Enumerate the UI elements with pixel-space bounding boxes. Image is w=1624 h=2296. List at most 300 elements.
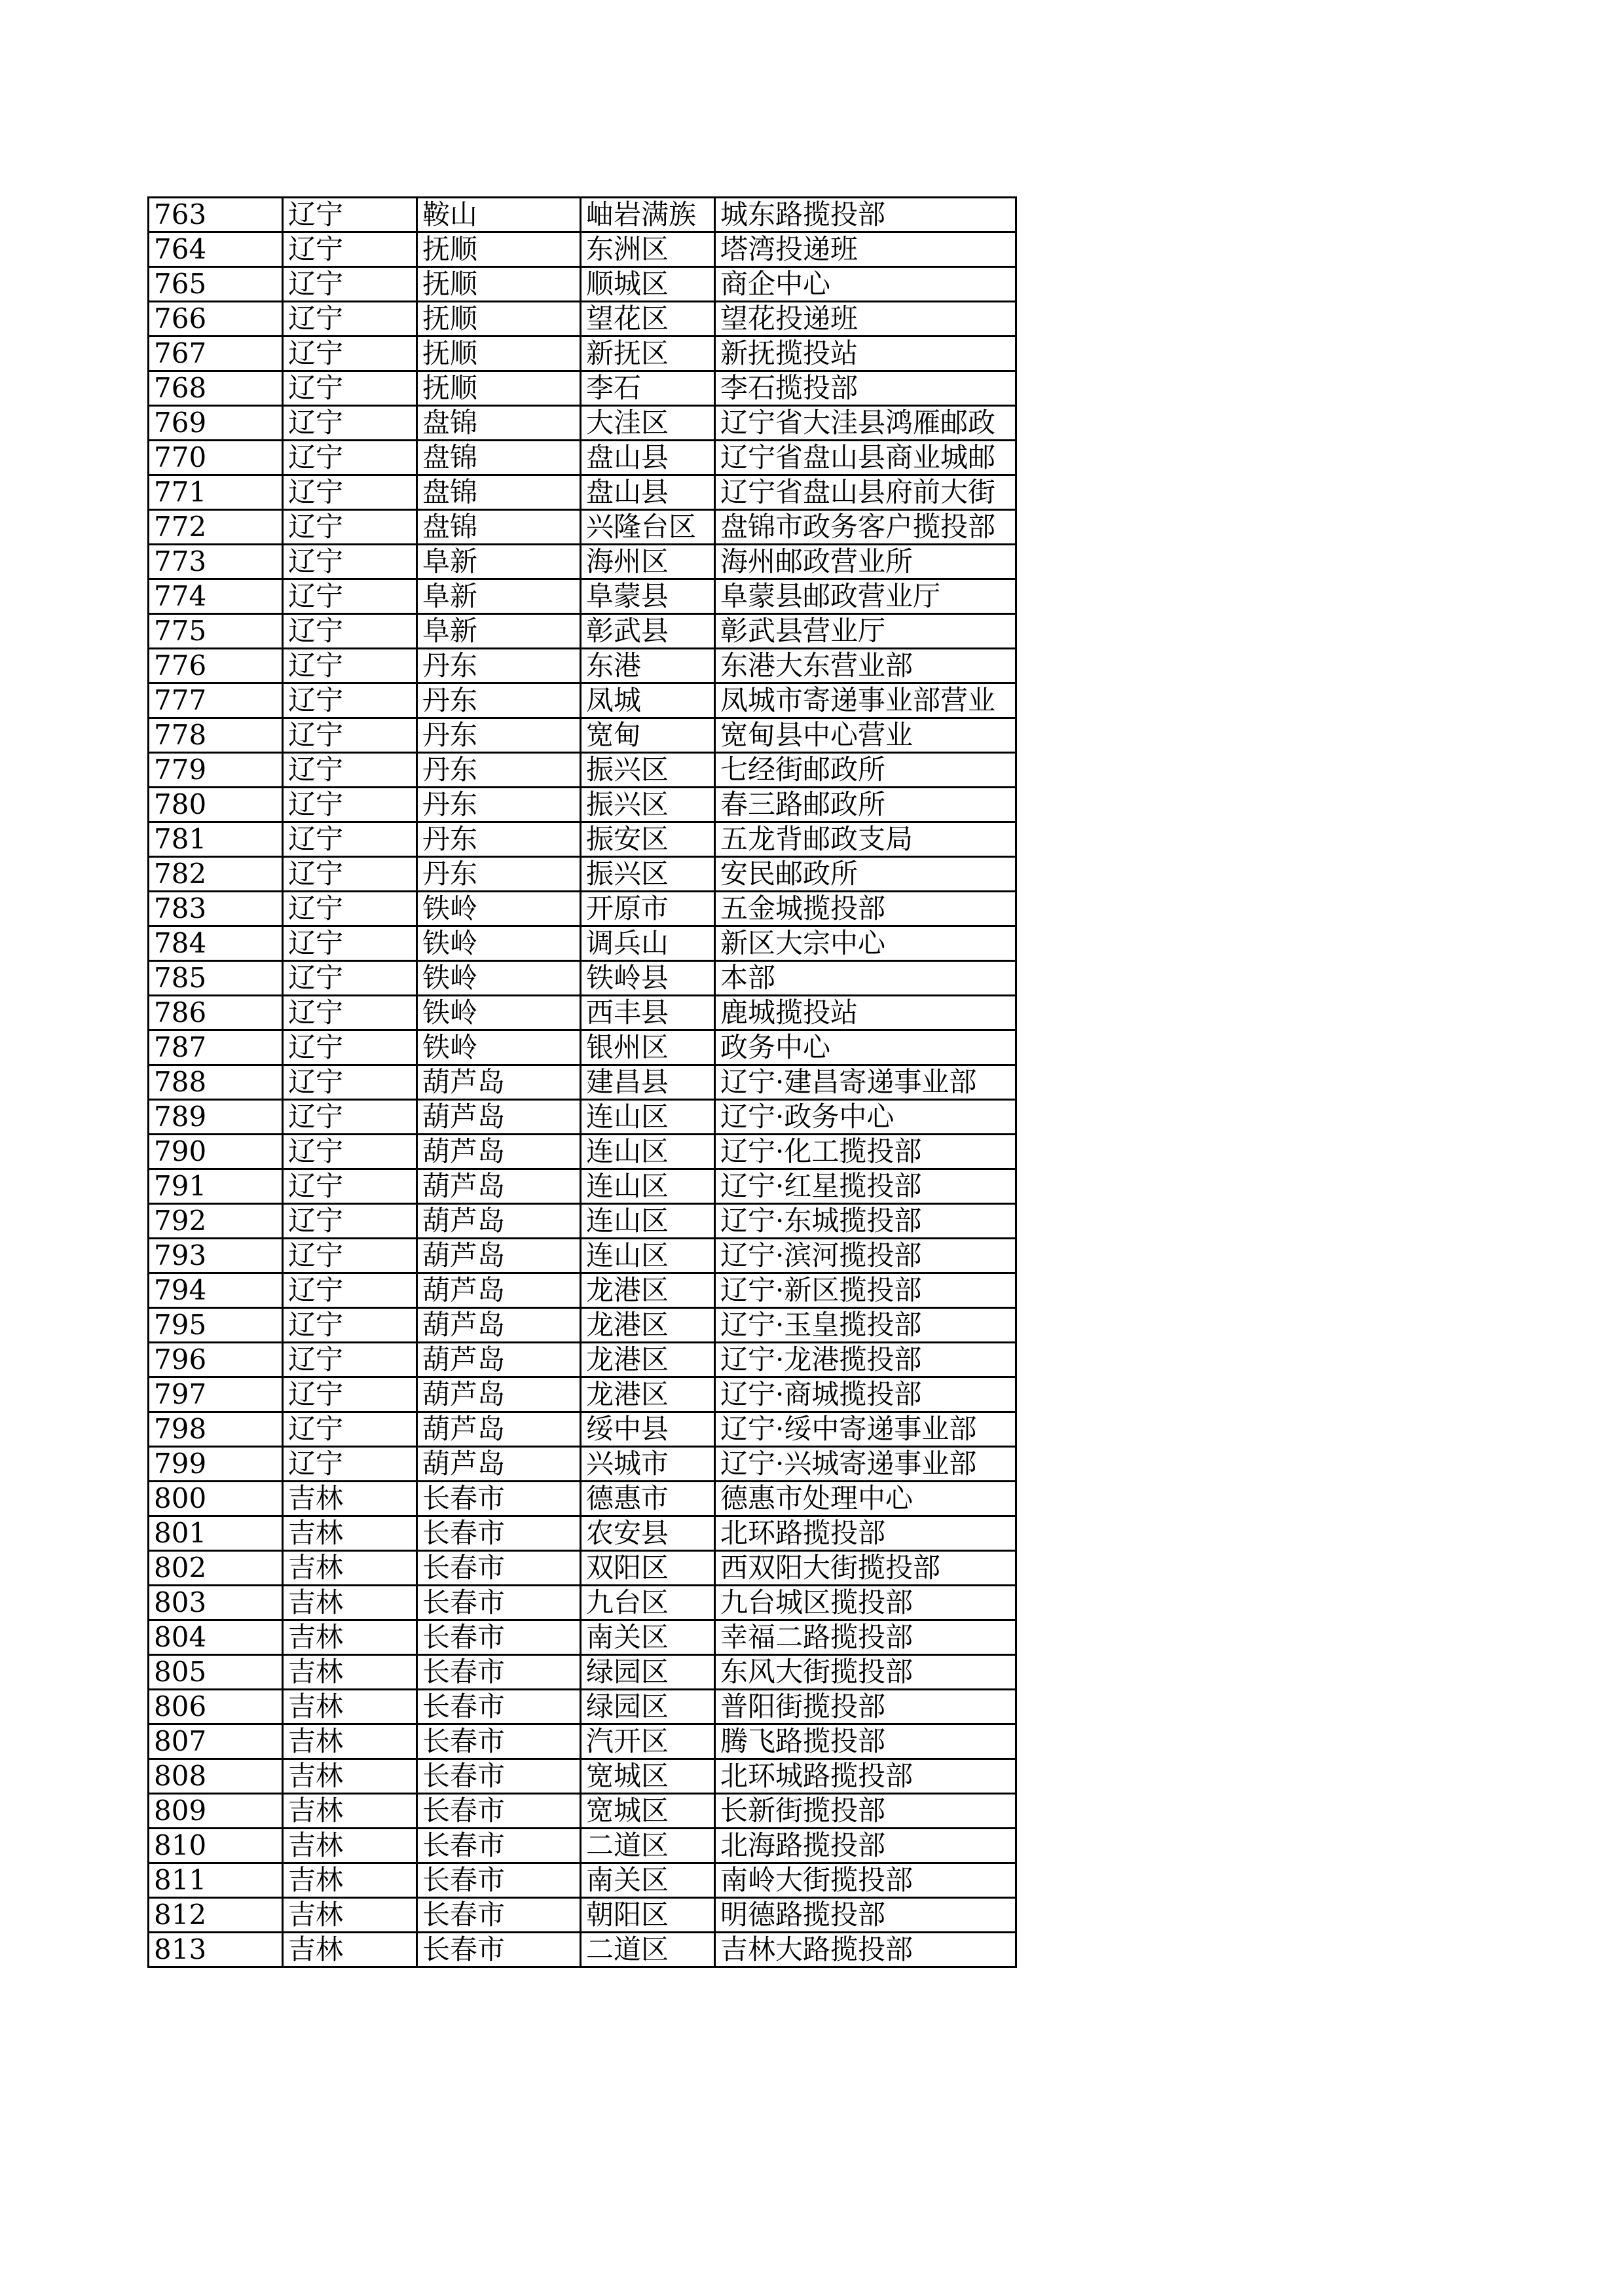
city-cell: 长春市 [417,1620,581,1655]
row-number-cell: 806 [149,1690,283,1724]
row-number-cell: 802 [149,1551,283,1586]
province-cell: 吉林 [283,1620,417,1655]
outlet-name-cell: 东风大街揽投部 [715,1655,1016,1690]
table-body [149,198,1016,1967]
outlet-name-cell: 盘锦市政务客户揽投部 [715,510,1016,545]
row-number-cell: 795 [149,1308,283,1343]
outlet-name-cell: 南岭大街揽投部 [715,1863,1016,1898]
district-cell: 凤城 [581,683,715,718]
table-row [149,302,1016,337]
province-cell: 辽宁 [283,996,417,1030]
table-row [149,1933,1016,1967]
row-number-cell: 809 [149,1794,283,1829]
row-number-cell: 796 [149,1343,283,1377]
table-row [149,1863,1016,1898]
province-cell: 吉林 [283,1482,417,1516]
city-cell: 葫芦岛 [417,1169,581,1204]
province-cell: 辽宁 [283,1377,417,1412]
table-row [149,892,1016,926]
city-cell: 长春市 [417,1516,581,1551]
district-cell: 连山区 [581,1135,715,1169]
table-row [149,1377,1016,1412]
row-number-cell: 772 [149,510,283,545]
row-number-cell: 788 [149,1065,283,1100]
district-cell: 连山区 [581,1169,715,1204]
district-cell: 二道区 [581,1829,715,1863]
outlet-name-cell: 辽宁·玉皇揽投部 [715,1308,1016,1343]
province-cell: 吉林 [283,1516,417,1551]
outlet-name-cell: 吉林大路揽投部 [715,1933,1016,1967]
table-row [149,475,1016,510]
province-cell: 辽宁 [283,1447,417,1482]
district-cell: 望花区 [581,302,715,337]
city-cell: 葫芦岛 [417,1204,581,1239]
row-number-cell: 792 [149,1204,283,1239]
province-cell: 辽宁 [283,1343,417,1377]
province-cell: 辽宁 [283,649,417,683]
table-row [149,1690,1016,1724]
table-row [149,1030,1016,1065]
outlet-name-cell: 商企中心 [715,267,1016,302]
city-cell: 长春市 [417,1794,581,1829]
province-cell: 吉林 [283,1586,417,1620]
district-cell: 南关区 [581,1620,715,1655]
city-cell: 葫芦岛 [417,1239,581,1273]
row-number-cell: 771 [149,475,283,510]
province-cell: 辽宁 [283,1030,417,1065]
table-row [149,683,1016,718]
district-cell: 海州区 [581,545,715,579]
table-row [149,926,1016,961]
province-cell: 吉林 [283,1724,417,1759]
row-number-cell: 774 [149,579,283,614]
district-cell: 建昌县 [581,1065,715,1100]
outlet-name-cell: 新区大宗中心 [715,926,1016,961]
table-row [149,1239,1016,1273]
table-row [149,1898,1016,1933]
province-cell: 辽宁 [283,579,417,614]
province-cell: 辽宁 [283,788,417,822]
city-cell: 葫芦岛 [417,1343,581,1377]
row-number-cell: 811 [149,1863,283,1898]
district-cell: 大洼区 [581,406,715,441]
district-cell: 阜蒙县 [581,579,715,614]
table-row [149,857,1016,892]
district-cell: 振兴区 [581,753,715,788]
city-cell: 葫芦岛 [417,1065,581,1100]
table-row [149,1412,1016,1447]
province-cell: 吉林 [283,1794,417,1829]
district-cell: 绿园区 [581,1655,715,1690]
province-cell: 辽宁 [283,441,417,475]
province-cell: 吉林 [283,1898,417,1933]
city-cell: 盘锦 [417,441,581,475]
province-cell: 辽宁 [283,753,417,788]
city-cell: 抚顺 [417,267,581,302]
row-number-cell: 784 [149,926,283,961]
row-number-cell: 786 [149,996,283,1030]
district-cell: 宽城区 [581,1794,715,1829]
row-number-cell: 778 [149,718,283,753]
city-cell: 长春市 [417,1655,581,1690]
district-cell: 双阳区 [581,1551,715,1586]
row-number-cell: 777 [149,683,283,718]
district-cell: 铁岭县 [581,961,715,996]
table-row [149,1135,1016,1169]
outlet-name-cell: 辽宁·政务中心 [715,1100,1016,1135]
row-number-cell: 808 [149,1759,283,1794]
district-cell: 顺城区 [581,267,715,302]
table-row [149,1447,1016,1482]
row-number-cell: 810 [149,1829,283,1863]
city-cell: 鞍山 [417,198,581,232]
city-cell: 长春市 [417,1898,581,1933]
district-cell: 龙港区 [581,1377,715,1412]
outlet-name-cell: 政务中心 [715,1030,1016,1065]
row-number-cell: 789 [149,1100,283,1135]
district-cell: 兴隆台区 [581,510,715,545]
outlet-name-cell: 腾飞路揽投部 [715,1724,1016,1759]
district-cell: 龙港区 [581,1343,715,1377]
province-cell: 辽宁 [283,718,417,753]
city-cell: 丹东 [417,788,581,822]
outlet-name-cell: 长新街揽投部 [715,1794,1016,1829]
district-cell: 李石 [581,371,715,406]
city-cell: 盘锦 [417,510,581,545]
district-cell: 连山区 [581,1204,715,1239]
district-cell: 盘山县 [581,441,715,475]
city-cell: 长春市 [417,1724,581,1759]
table-row [149,1724,1016,1759]
table-row [149,1204,1016,1239]
district-cell: 振兴区 [581,857,715,892]
table-row [149,822,1016,857]
outlet-name-cell: 明德路揽投部 [715,1898,1016,1933]
row-number-cell: 807 [149,1724,283,1759]
outlet-name-cell: 七经街邮政所 [715,753,1016,788]
table-row [149,1169,1016,1204]
outlet-name-cell: 阜蒙县邮政营业厅 [715,579,1016,614]
city-cell: 丹东 [417,753,581,788]
row-number-cell: 776 [149,649,283,683]
row-number-cell: 766 [149,302,283,337]
row-number-cell: 812 [149,1898,283,1933]
city-cell: 抚顺 [417,232,581,267]
row-number-cell: 785 [149,961,283,996]
table-row [149,406,1016,441]
city-cell: 盘锦 [417,406,581,441]
data-table [147,196,1017,1968]
table-row [149,1065,1016,1100]
outlet-name-cell: 北海路揽投部 [715,1829,1016,1863]
row-number-cell: 763 [149,198,283,232]
city-cell: 铁岭 [417,996,581,1030]
outlet-name-cell: 辽宁·绥中寄递事业部 [715,1412,1016,1447]
province-cell: 辽宁 [283,510,417,545]
outlet-name-cell: 北环路揽投部 [715,1516,1016,1551]
city-cell: 铁岭 [417,892,581,926]
row-number-cell: 799 [149,1447,283,1482]
district-cell: 新抚区 [581,337,715,371]
table-row [149,788,1016,822]
province-cell: 辽宁 [283,1273,417,1308]
row-number-cell: 780 [149,788,283,822]
district-cell: 九台区 [581,1586,715,1620]
province-cell: 辽宁 [283,1204,417,1239]
city-cell: 抚顺 [417,337,581,371]
city-cell: 丹东 [417,683,581,718]
province-cell: 辽宁 [283,1135,417,1169]
table-row [149,1551,1016,1586]
outlet-name-cell: 辽宁·滨河揽投部 [715,1239,1016,1273]
district-cell: 德惠市 [581,1482,715,1516]
city-cell: 丹东 [417,718,581,753]
table-row [149,441,1016,475]
city-cell: 长春市 [417,1586,581,1620]
district-cell: 银州区 [581,1030,715,1065]
table-row [149,718,1016,753]
city-cell: 葫芦岛 [417,1273,581,1308]
district-cell: 农安县 [581,1516,715,1551]
city-cell: 长春市 [417,1551,581,1586]
province-cell: 辽宁 [283,337,417,371]
row-number-cell: 783 [149,892,283,926]
district-cell: 盘山县 [581,475,715,510]
district-cell: 兴城市 [581,1447,715,1482]
outlet-name-cell: 五金城揽投部 [715,892,1016,926]
table-row [149,1829,1016,1863]
district-cell: 连山区 [581,1100,715,1135]
table-row [149,1516,1016,1551]
province-cell: 辽宁 [283,475,417,510]
district-cell: 南关区 [581,1863,715,1898]
province-cell: 吉林 [283,1829,417,1863]
outlet-name-cell: 辽宁·红星揽投部 [715,1169,1016,1204]
province-cell: 辽宁 [283,545,417,579]
province-cell: 辽宁 [283,892,417,926]
outlet-name-cell: 安民邮政所 [715,857,1016,892]
outlet-name-cell: 西双阳大街揽投部 [715,1551,1016,1586]
row-number-cell: 768 [149,371,283,406]
city-cell: 阜新 [417,614,581,649]
city-cell: 阜新 [417,579,581,614]
table-row [149,961,1016,996]
row-number-cell: 770 [149,441,283,475]
table-row [149,510,1016,545]
city-cell: 长春市 [417,1759,581,1794]
table-row [149,545,1016,579]
province-cell: 吉林 [283,1863,417,1898]
province-cell: 辽宁 [283,961,417,996]
table-row [149,1620,1016,1655]
province-cell: 辽宁 [283,1239,417,1273]
province-cell: 辽宁 [283,614,417,649]
row-number-cell: 790 [149,1135,283,1169]
city-cell: 葫芦岛 [417,1100,581,1135]
row-number-cell: 773 [149,545,283,579]
row-number-cell: 764 [149,232,283,267]
province-cell: 吉林 [283,1759,417,1794]
row-number-cell: 813 [149,1933,283,1967]
table-row [149,753,1016,788]
province-cell: 辽宁 [283,926,417,961]
city-cell: 葫芦岛 [417,1308,581,1343]
district-cell: 彰武县 [581,614,715,649]
city-cell: 丹东 [417,649,581,683]
province-cell: 吉林 [283,1933,417,1967]
table-row [149,996,1016,1030]
row-number-cell: 801 [149,1516,283,1551]
district-cell: 连山区 [581,1239,715,1273]
outlet-name-cell: 幸福二路揽投部 [715,1620,1016,1655]
outlet-name-cell: 李石揽投部 [715,371,1016,406]
table-row [149,1794,1016,1829]
table-row [149,1759,1016,1794]
table-row [149,614,1016,649]
province-cell: 辽宁 [283,232,417,267]
district-cell: 龙港区 [581,1273,715,1308]
row-number-cell: 767 [149,337,283,371]
outlet-name-cell: 海州邮政营业所 [715,545,1016,579]
outlet-name-cell: 辽宁省盘山县商业城邮 [715,441,1016,475]
table-row [149,267,1016,302]
district-cell: 绥中县 [581,1412,715,1447]
table-row [149,337,1016,371]
row-number-cell: 782 [149,857,283,892]
province-cell: 辽宁 [283,406,417,441]
outlet-name-cell: 宽甸县中心营业 [715,718,1016,753]
outlet-name-cell: 辽宁·东城揽投部 [715,1204,1016,1239]
city-cell: 长春市 [417,1933,581,1967]
outlet-name-cell: 辽宁·龙港揽投部 [715,1343,1016,1377]
city-cell: 铁岭 [417,1030,581,1065]
outlet-name-cell: 辽宁·新区揽投部 [715,1273,1016,1308]
district-cell: 东洲区 [581,232,715,267]
city-cell: 长春市 [417,1863,581,1898]
outlet-name-cell: 五龙背邮政支局 [715,822,1016,857]
city-cell: 抚顺 [417,302,581,337]
row-number-cell: 805 [149,1655,283,1690]
district-cell: 振兴区 [581,788,715,822]
city-cell: 铁岭 [417,926,581,961]
outlet-name-cell: 辽宁省大洼县鸿雁邮政 [715,406,1016,441]
outlet-name-cell: 本部 [715,961,1016,996]
outlet-name-cell: 辽宁省盘山县府前大街 [715,475,1016,510]
city-cell: 长春市 [417,1690,581,1724]
row-number-cell: 769 [149,406,283,441]
province-cell: 辽宁 [283,1065,417,1100]
district-cell: 龙港区 [581,1308,715,1343]
city-cell: 葫芦岛 [417,1135,581,1169]
province-cell: 辽宁 [283,267,417,302]
row-number-cell: 781 [149,822,283,857]
district-cell: 宽甸 [581,718,715,753]
city-cell: 葫芦岛 [417,1412,581,1447]
outlet-name-cell: 德惠市处理中心 [715,1482,1016,1516]
table-row [149,371,1016,406]
outlet-name-cell: 九台城区揽投部 [715,1586,1016,1620]
city-cell: 抚顺 [417,371,581,406]
district-cell: 西丰县 [581,996,715,1030]
table-row [149,1343,1016,1377]
outlet-name-cell: 望花投递班 [715,302,1016,337]
outlet-name-cell: 北环城路揽投部 [715,1759,1016,1794]
province-cell: 吉林 [283,1690,417,1724]
row-number-cell: 775 [149,614,283,649]
outlet-name-cell: 普阳街揽投部 [715,1690,1016,1724]
table-row [149,198,1016,232]
table-row [149,1586,1016,1620]
outlet-name-cell: 新抚揽投站 [715,337,1016,371]
row-number-cell: 791 [149,1169,283,1204]
outlet-name-cell: 凤城市寄递事业部营业 [715,683,1016,718]
outlet-name-cell: 辽宁·建昌寄递事业部 [715,1065,1016,1100]
city-cell: 长春市 [417,1482,581,1516]
table-row [149,232,1016,267]
province-cell: 辽宁 [283,302,417,337]
province-cell: 辽宁 [283,1100,417,1135]
outlet-name-cell: 塔湾投递班 [715,232,1016,267]
outlet-name-cell: 鹿城揽投站 [715,996,1016,1030]
district-cell: 绿园区 [581,1690,715,1724]
province-cell: 辽宁 [283,1308,417,1343]
district-cell: 二道区 [581,1933,715,1967]
province-cell: 辽宁 [283,857,417,892]
row-number-cell: 804 [149,1620,283,1655]
province-cell: 辽宁 [283,198,417,232]
province-cell: 辽宁 [283,1412,417,1447]
district-cell: 开原市 [581,892,715,926]
table-row [149,649,1016,683]
city-cell: 长春市 [417,1829,581,1863]
district-cell: 宽城区 [581,1759,715,1794]
outlet-name-cell: 春三路邮政所 [715,788,1016,822]
row-number-cell: 779 [149,753,283,788]
outlet-name-cell: 辽宁·兴城寄递事业部 [715,1447,1016,1482]
province-cell: 辽宁 [283,822,417,857]
row-number-cell: 797 [149,1377,283,1412]
outlet-name-cell: 辽宁·化工揽投部 [715,1135,1016,1169]
outlet-name-cell: 彰武县营业厅 [715,614,1016,649]
row-number-cell: 798 [149,1412,283,1447]
row-number-cell: 787 [149,1030,283,1065]
province-cell: 吉林 [283,1551,417,1586]
outlet-name-cell: 东港大东营业部 [715,649,1016,683]
row-number-cell: 765 [149,267,283,302]
district-cell: 东港 [581,649,715,683]
row-number-cell: 800 [149,1482,283,1516]
city-cell: 葫芦岛 [417,1447,581,1482]
province-cell: 辽宁 [283,683,417,718]
row-number-cell: 793 [149,1239,283,1273]
row-number-cell: 794 [149,1273,283,1308]
province-cell: 辽宁 [283,1169,417,1204]
district-cell: 岫岩满族 [581,198,715,232]
city-cell: 葫芦岛 [417,1377,581,1412]
city-cell: 铁岭 [417,961,581,996]
city-cell: 阜新 [417,545,581,579]
district-cell: 振安区 [581,822,715,857]
province-cell: 辽宁 [283,371,417,406]
table-row [149,1273,1016,1308]
city-cell: 丹东 [417,822,581,857]
district-cell: 朝阳区 [581,1898,715,1933]
table-row [149,1482,1016,1516]
province-cell: 吉林 [283,1655,417,1690]
district-cell: 调兵山 [581,926,715,961]
table-row [149,1100,1016,1135]
outlet-name-cell: 辽宁·商城揽投部 [715,1377,1016,1412]
